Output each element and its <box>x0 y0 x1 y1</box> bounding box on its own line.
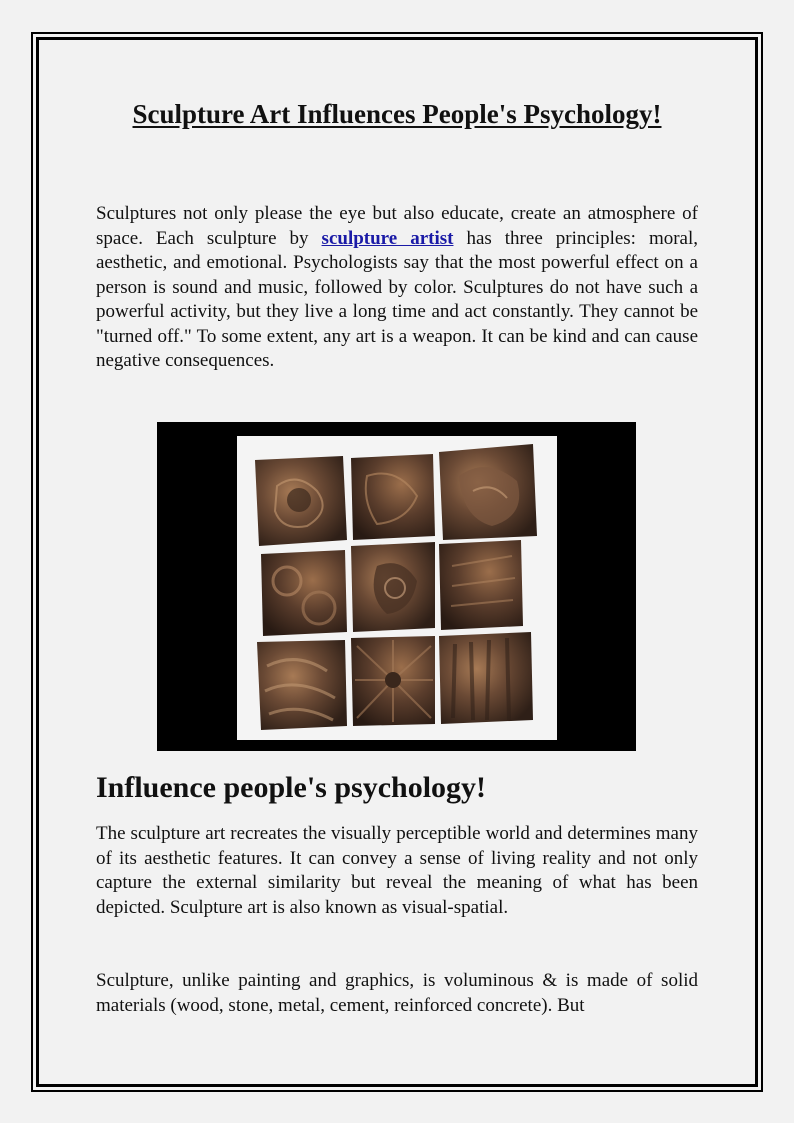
relief-tile <box>351 636 435 726</box>
intro-text-before-link: Sculptures not only please the eye but also educate, create an atmosphere of space. Each sculpture by <box>96 203 698 249</box>
sculpture-image <box>157 422 636 751</box>
sculpture-artist-link[interactable]: sculpture artist <box>321 227 454 249</box>
relief-tile <box>351 542 435 632</box>
relief-tile <box>439 632 533 724</box>
relief-tile <box>255 456 347 546</box>
document-title: Sculpture Art Influences People's Psychology! <box>132 99 662 129</box>
relief-tile <box>261 550 347 636</box>
bronze-relief-tiles-illustration <box>237 436 557 740</box>
relief-tile <box>439 444 537 540</box>
intro-paragraph <box>96 202 698 374</box>
relief-tile <box>351 454 435 540</box>
relief-tile <box>257 640 347 730</box>
body-paragraph: The sculpture art recreates the visually perceptible world and determines many of its aesthetic features. It can convey a sense of living reality and not only capture the external similarity but reveal the meaning of what has been depicted. Sculpture art is also known as visual-spatial. <box>96 823 698 918</box>
section-heading: Influence people's psychology! <box>96 771 487 804</box>
relief-tile <box>439 540 523 630</box>
sculpture-image-mat <box>237 436 557 740</box>
intro-text-after-link: has three principles: moral, aesthetic, and emotional. Psychologists say that the most powerful effect on a person is sound and music, followed by color. Sculptures do not have such a powerful activity, but they live a long time and act constantly. They cannot be "turned off." To some extent, any art is a weapon. It can be kind and can cause negative consequences. <box>96 227 699 371</box>
body-paragraph: Sculpture, unlike painting and graphics, is voluminous & is made of solid materials (wood, stone, metal, cement, reinforced concrete). But <box>96 970 698 1016</box>
